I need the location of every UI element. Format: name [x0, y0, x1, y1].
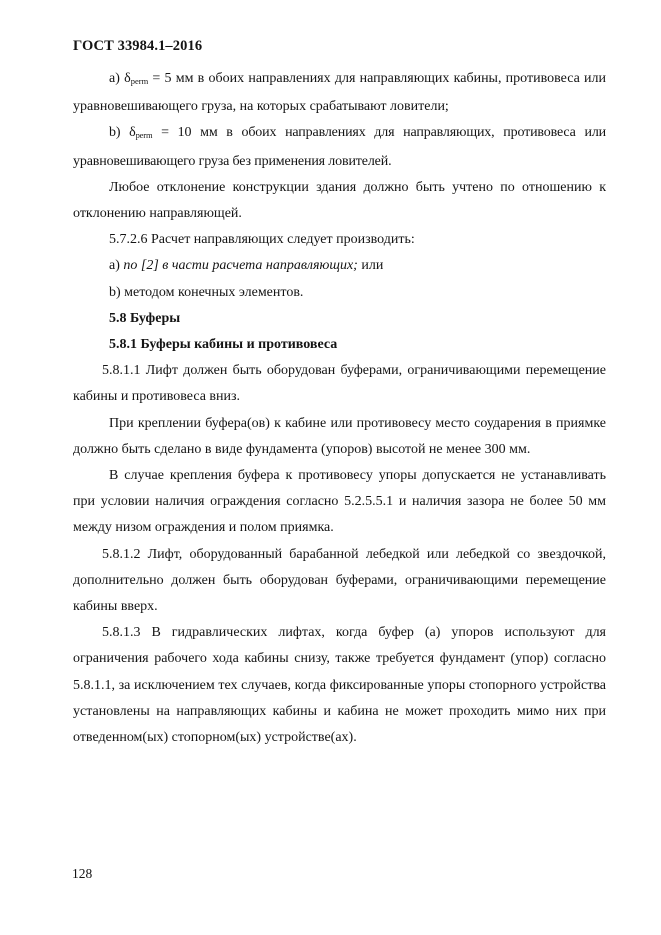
- paragraph-text: или: [357, 258, 384, 274]
- paragraph-item-a-guide-deflection: [73, 66, 606, 120]
- paragraph-item-b-guide-deflection: [73, 120, 606, 174]
- list-marker: b): [109, 125, 130, 141]
- paragraph-buffer-mounting: При креплении буфера(ов) к кабине или противовесу место соударения в приямке должно быть сделано в виде фундамента (упоров) высотой не менее 300 мм.: [73, 415, 606, 457]
- page-number: 128: [72, 866, 93, 881]
- delta-subscript: perm: [130, 76, 149, 86]
- document-header: ГОСТ 33984.1–2016: [73, 38, 203, 54]
- paragraph-5-8-1-2: 5.8.1.2 Лифт, оборудованный барабанной лебедкой или лебедкой со звездочкой, дополнительно должен быть оборудован буферами, ограничивающими перемещение кабины вверх.: [73, 546, 606, 615]
- paragraph-item-b-calculation: b) методом конечных элементов.: [109, 284, 304, 300]
- delta-symbol: δ: [129, 125, 136, 141]
- list-marker: a): [109, 71, 125, 86]
- delta-subscript: perm: [135, 130, 153, 141]
- paragraph-text: = 10 мм в обоих направлениях для направляющих, противовеса или уравновешивающего груза без применения ловителей.: [73, 125, 606, 169]
- list-marker: a): [109, 258, 124, 274]
- paragraph-text: = 5 мм в обоих направлениях для направляющих кабины, противовеса или уравновешивающего груза, на которых срабатывают ловители;: [73, 71, 606, 115]
- delta-symbol: δ: [124, 71, 131, 86]
- paragraph-5-8-1-1: 5.8.1.1 Лифт должен быть оборудован буферами, ограничивающими перемещение кабины и противовеса вниз.: [73, 363, 606, 405]
- section-heading-buffers: 5.8 Буферы: [109, 310, 181, 326]
- paragraph-counterweight-buffer: В случае крепления буфера к противовесу упоры допускается не устанавливать при условии наличия ограждения согласно 5.2.5.5.1 и наличия зазора не более 50 мм между низом ограждения и полом приямка.: [73, 468, 606, 536]
- paragraph-item-a-calculation: [73, 253, 606, 279]
- italic-reference-text: по [2] в части расчета направляющих;: [123, 258, 358, 274]
- paragraph-guide-calculation: 5.7.2.6 Расчет направляющих следует производить:: [109, 232, 415, 248]
- paragraph-building-deflection: Любое отклонение конструкции здания должно быть учтено по отношению к отклонению направляющей.: [73, 179, 606, 222]
- document-body: [73, 66, 606, 751]
- subsection-heading-car-counterweight-buffers: 5.8.1 Буферы кабины и противовеса: [109, 337, 338, 353]
- paragraph-5-8-1-3: 5.8.1.3 В гидравлических лифтах, когда буфер (а) упоров используют для ограничения рабочего хода кабины снизу, также требуется фундамент (упор) согласно 5.8.1.1, за исключением тех случаев, когда фиксированные упоры стопорного устройства установлены на направляющих кабины и кабина не может проходить мимо них при отведенном(ых) стопорном(ых) устройстве(ах).: [73, 625, 606, 746]
